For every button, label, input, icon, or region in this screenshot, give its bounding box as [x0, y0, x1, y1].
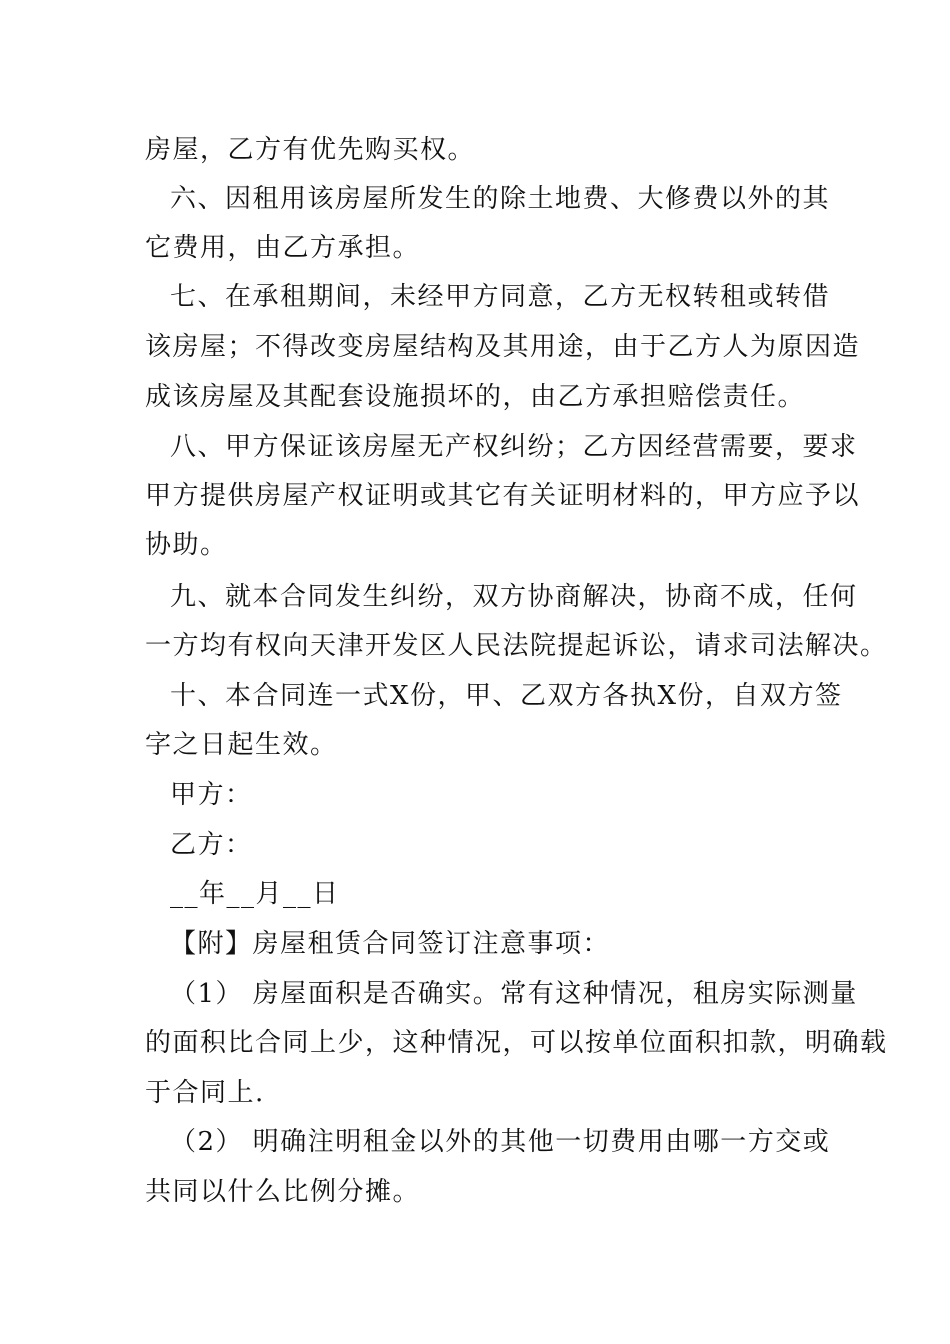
- text-line: 字之日起生效。: [145, 730, 338, 760]
- party-b-signature-line: 乙方：: [170, 830, 253, 860]
- party-a-signature-line: 甲方：: [170, 780, 253, 810]
- clause-6: 六、因租用该房屋所发生的除土地费、大修费以外的其: [170, 184, 831, 214]
- clause-8: 八、甲方保证该房屋无产权纠纷；乙方因经营需要，要求: [170, 432, 858, 462]
- text-line: 协助。: [145, 530, 228, 560]
- clause-7: 七、在承租期间，未经甲方同意，乙方无权转租或转借: [170, 282, 831, 312]
- clause-10: 十、本合同连一式X份，甲、乙双方各执X份，自双方签: [170, 681, 843, 711]
- text-line: 于合同上.: [145, 1078, 265, 1108]
- appendix-heading: 【附】房屋租赁合同签订注意事项：: [170, 929, 611, 959]
- text-line: 成该房屋及其配套设施损坏的，由乙方承担赔偿责任。: [145, 382, 806, 412]
- text-line: 共同以什么比例分摊。: [145, 1177, 421, 1207]
- note-2: （2） 明确注明租金以外的其他一切费用由哪一方交或: [170, 1127, 831, 1157]
- clause-9: 九、就本合同发生纠纷，双方协商解决，协商不成，任何: [170, 582, 858, 612]
- text-line: 一方均有权向天津开发区人民法院提起诉讼，请求司法解决。: [145, 631, 888, 661]
- date-line: __年__月__日: [170, 879, 340, 909]
- note-1: （1） 房屋面积是否确实。常有这种情况，租房实际测量: [170, 979, 858, 1009]
- text-line: 的面积比合同上少，这种情况，可以按单位面积扣款，明确载: [145, 1028, 888, 1058]
- text-line: 它费用，由乙方承担。: [145, 233, 421, 263]
- text-line: 甲方提供房屋产权证明或其它有关证明材料的，甲方应予以: [145, 481, 861, 511]
- text-line: 该房屋；不得改变房屋结构及其用途，由于乙方人为原因造: [145, 332, 861, 362]
- text-line: 房屋，乙方有优先购买权。: [145, 135, 476, 165]
